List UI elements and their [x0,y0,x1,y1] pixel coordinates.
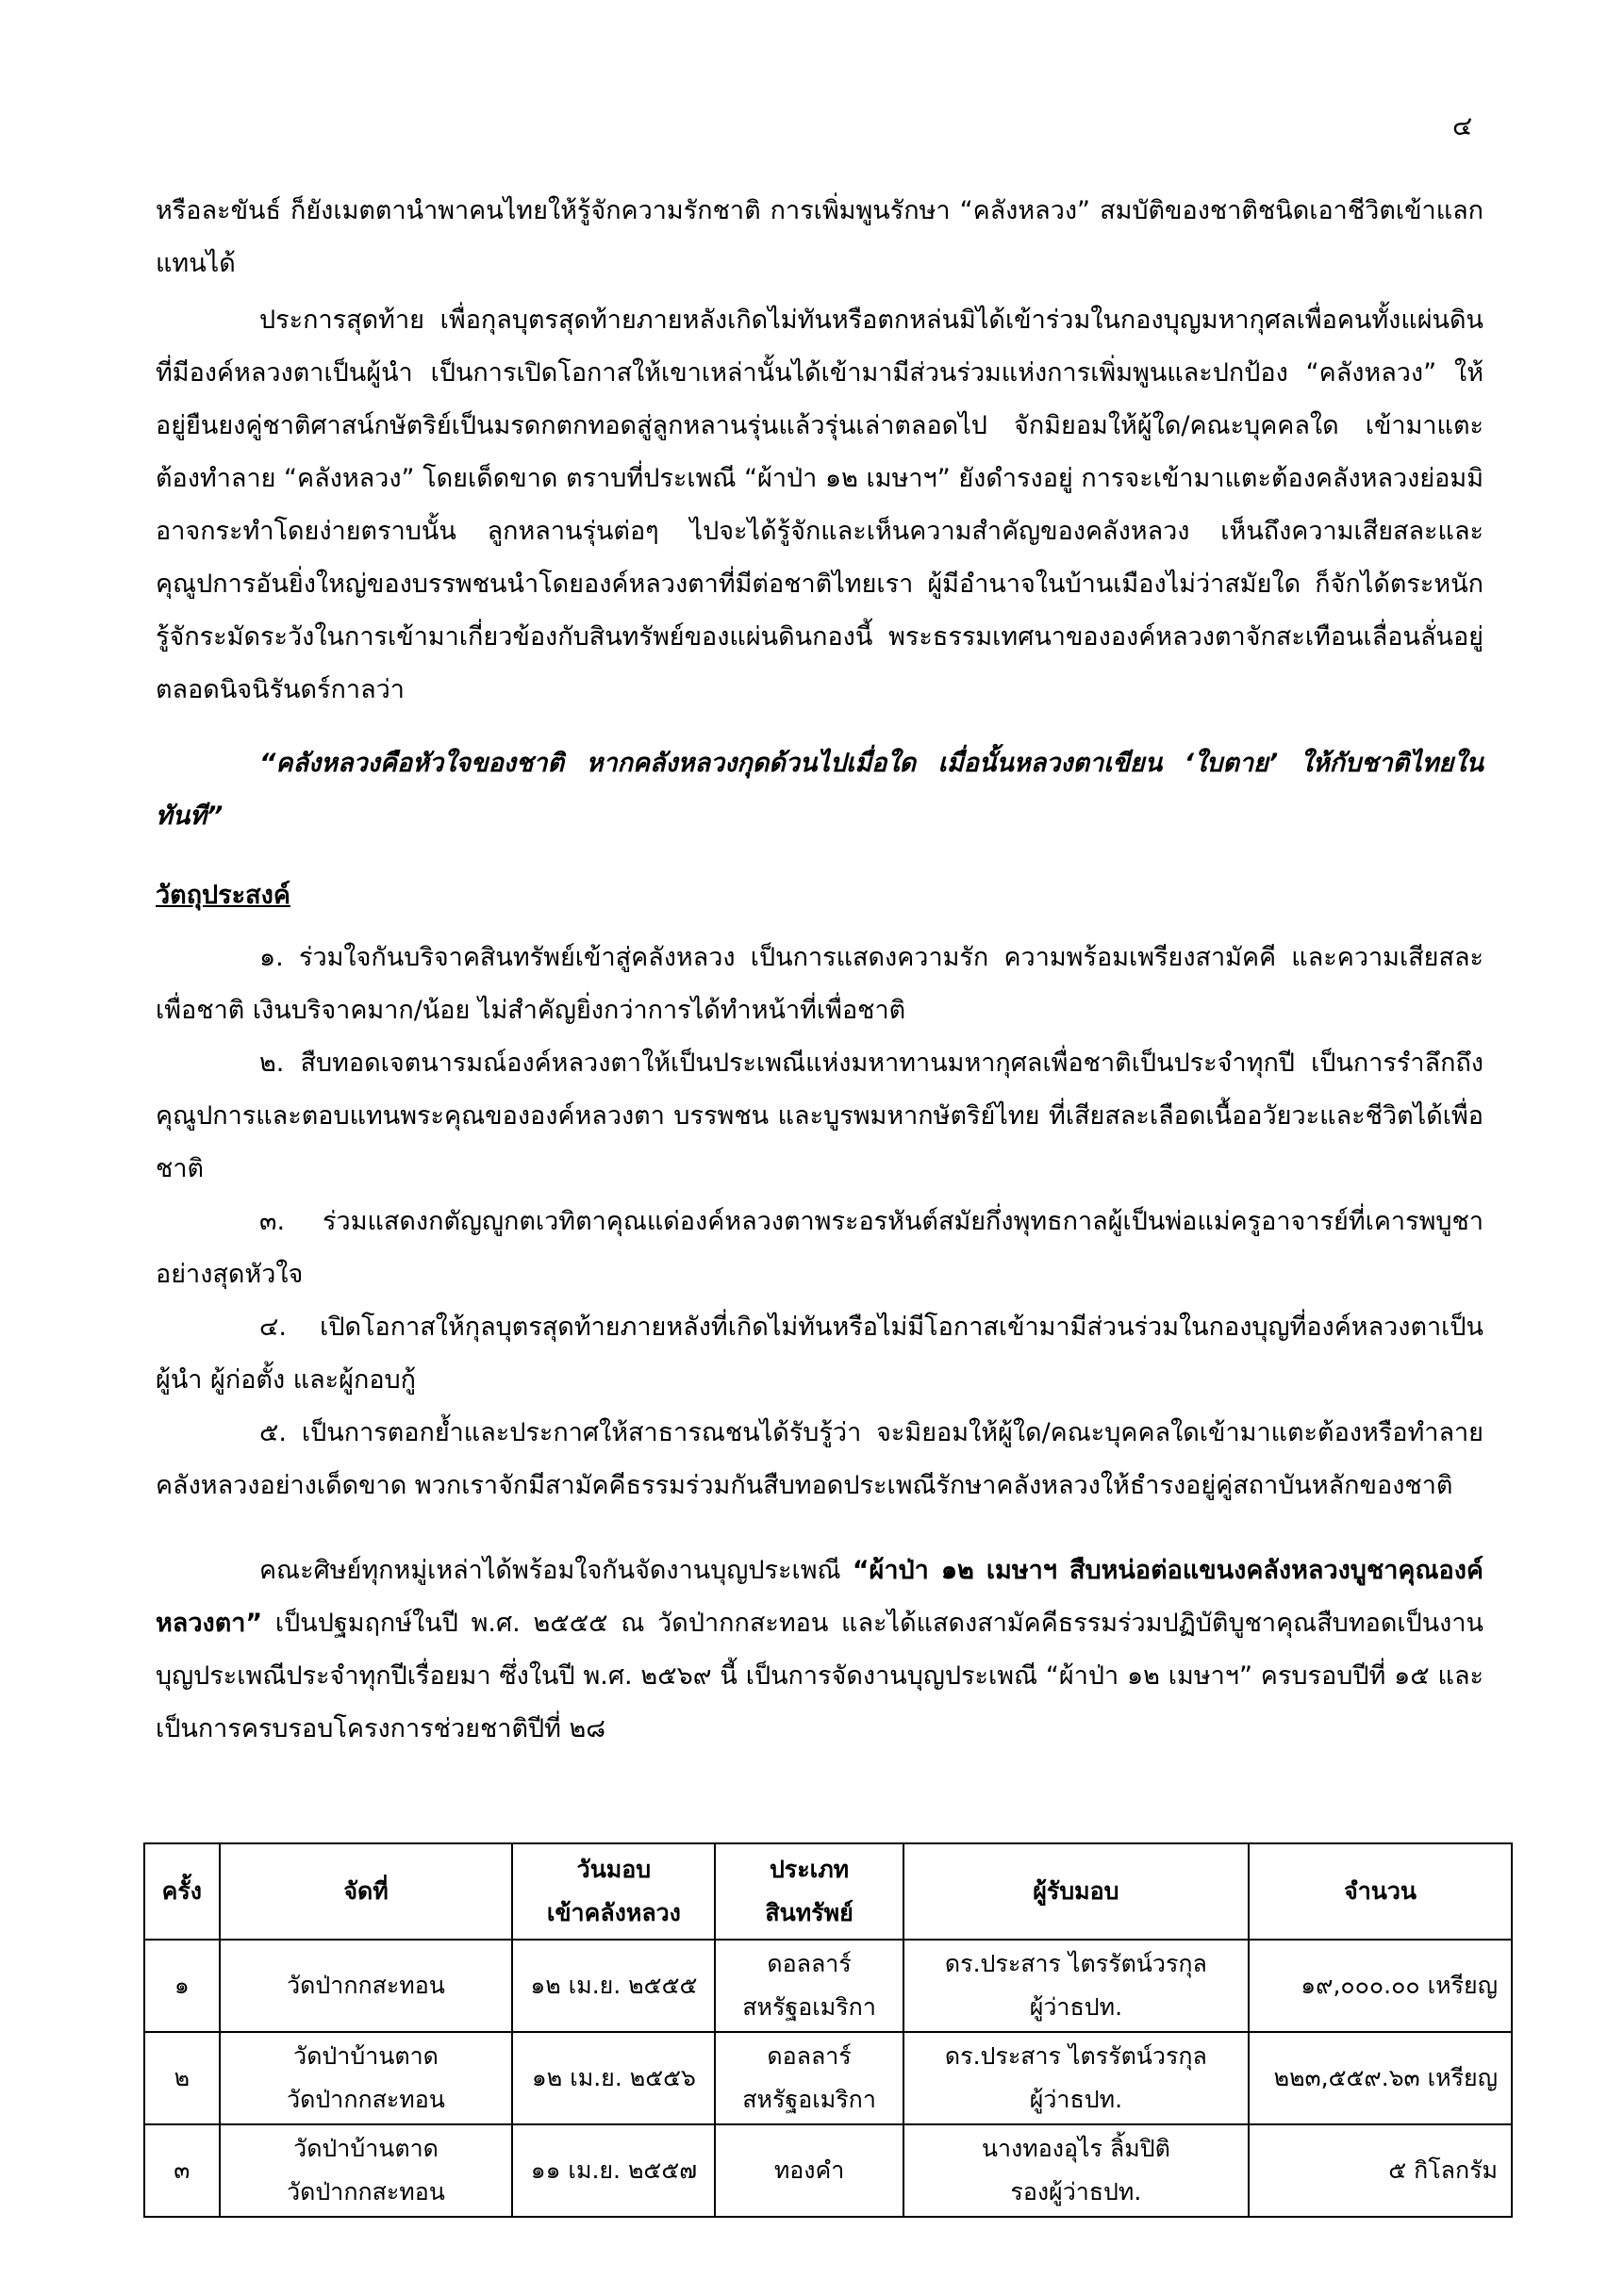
paragraph-final-reason: ประการสุดท้าย เพื่อกุลบุตรสุดท้ายภายหลังเกิดไม่ทันหรือตกหล่นมิได้เข้าร่วมในกองบุญมหากุศลเพื่อคนทั้งแผ่นดินที่มีองค์หลวงตาเป็นผู้นำ เป็นการเปิดโอกาสให้เขาเหล่านั้นได้เข้ามามีส่วนร่วมแห่งการเพิ่มพูนและปกป้อง “คลังหลวง” ให้อยู่ยืนยงคู่ชาติศาสน์กษัตริย์เป็นมรดกตกทอดสู่ลูกหลานรุ่นแล้วรุ่นเล่าตลอดไป จักมิยอมให้ผู้ใด/คณะบุคคลใด เข้ามาแตะต้องทำลาย “คลังหลวง” โดยเด็ดขาด ตราบที่ประเพณี “ผ้าป่า ๑๒ เมษาฯ” ยังดำรงอยู่ การจะเข้ามาแตะต้องคลังหลวงย่อมมิอาจกระทำโดยง่ายตราบนั้น ลูกหลานรุ่นต่อๆ ไปจะได้รู้จักและเห็นความสำคัญของคลังหลวง เห็นถึงความเสียสละและคุณูปการอันยิ่งใหญ่ของบรรพชนนำโดยองค์หลวงตาที่มีต่อชาติไทยเรา ผู้มีอำนาจในบ้านเมืองไม่ว่าสมัยใด ก็จักได้ตระหนักรู้จักระมัดระวังในการเข้ามาเกี่ยวข้องกับสินทรัพย์ของแผ่นดินกองนี้ พระธรรมเทศนาขององค์หลวงตาจักสะเทือนเลื่อนลั่นอยู่ตลอดนิจนิรันดร์กาลว่า [156,306,1483,704]
column-header: ประเภท สินทรัพย์ [715,1843,903,1940]
cell-type: ทองคำ [715,2124,903,2217]
table-header-row [144,1843,1512,1940]
cell-place: วัดป่าบ้านตาด วัดป่ากกสะทอน [220,2032,513,2124]
cell-date: ๑๑ เม.ย. ๒๕๕๗ [512,2124,715,2217]
cell-amount: ๑๙,๐๐๐.๐๐ เหรียญ [1249,1940,1512,2032]
table-row [144,2032,1512,2124]
document-body [156,185,1483,1756]
cell-receiver: นางทองอุไร ลิ้มปิติ รองผู้ว่าธปท. [903,2124,1249,2217]
objective-item: ๓. ร่วมแสดงกตัญญูกตเวทิตาคุณแด่องค์หลวงตาพระอรหันต์สมัยกึ่งพุทธกาลผู้เป็นพ่อแม่ครูอาจารย์ที่เคารพบูชาอย่างสุดหัวใจ [156,1207,1483,1289]
table-row [144,1940,1512,2032]
objective-item: ๑. ร่วมใจกันบริจาคสินทรัพย์เข้าสู่คลังหลวง เป็นการแสดงความรัก ความพร้อมเพรียงสามัคคี และความเสียสละเพื่อชาติ เงินบริจาคมาก/น้อย ไม่สำคัญยิ่งกว่าการได้ทำหน้าที่เพื่อชาติ [156,943,1483,1025]
closing-paragraph [156,1544,1483,1756]
objectives-heading: วัตถุประสงค์ [156,881,290,910]
paragraph-continued: หรือละขันธ์ ก็ยังเมตตานำพาคนไทยให้รู้จักความรักชาติ การเพิ่มพูนรักษา “คลังหลวง” สมบัติของชาติชนิดเอาชีวิตเข้าแลกแทนได้ [156,196,1483,278]
cell-amount: ๒๒๓,๕๕๙.๖๓ เหรียญ [1249,2032,1512,2124]
cell-place: วัดป่าบ้านตาด วัดป่ากกสะทอน [220,2124,513,2217]
cell-amount: ๕ กิโลกรัม [1249,2124,1512,2217]
objectives-list [156,932,1483,1512]
cell-date: ๑๒ เม.ย. ๒๕๕๕ [512,1940,715,2032]
cell-date: ๑๒ เม.ย. ๒๕๕๖ [512,2032,715,2124]
column-header: จัดที่ [220,1843,513,1940]
quote: “คลังหลวงคือหัวใจของชาติ หากคลังหลวงกุดด้วนไปเมื่อใด เมื่อนั้นหลวงตาเขียน ‘ใบตาย’ ให้กับชาติไทยในทันที” [156,749,1483,831]
column-header: ผู้รับมอบ [903,1843,1249,1940]
cell-no: ๓ [144,2124,220,2217]
donation-table [143,1842,1513,2218]
cell-type: ดอลลาร์ สหรัฐอเมริกา [715,1940,903,2032]
cell-no: ๑ [144,1940,220,2032]
cell-receiver: ดร.ประสาร ไตรรัตน์วรกุล ผู้ว่าธปท. [903,1940,1249,2032]
cell-no: ๒ [144,2032,220,2124]
closing-text: เป็นปฐมฤกษ์ในปี พ.ศ. ๒๕๕๕ ณ วัดป่ากกสะทอน และได้แสดงสามัคคีธรรมร่วมปฏิบัติบูชาคุณสืบทอดเป็นงานบุญประเพณีประจำทุกปีเรื่อยมา ซึ่งในปี พ.ศ. ๒๕๖๙ นี้ เป็นการจัดงานบุญประเพณี “ผ้าป่า ๑๒ เมษาฯ” ครบรอบปีที่ ๑๕ และเป็นการครบรอบโครงการช่วยชาติปีที่ ๒๘ [156,1609,1483,1743]
page-number: ๔ [1452,110,1473,141]
cell-type: ดอลลาร์ สหรัฐอเมริกา [715,2032,903,2124]
column-header: ครั้ง [144,1843,220,1940]
cell-receiver: ดร.ประสาร ไตรรัตน์วรกุล ผู้ว่าธปท. [903,2032,1249,2124]
column-header: จำนวน [1249,1843,1512,1940]
closing-text: คณะศิษย์ทุกหมู่เหล่าได้พร้อมใจกันจัดงานบุญประเพณี [259,1556,853,1585]
objective-item: ๕. เป็นการตอกย้ำและประกาศให้สาธารณชนได้รับรู้ว่า จะมิยอมให้ผู้ใด/คณะบุคคลใดเข้ามาแตะต้องหรือทำลายคลังหลวงอย่างเด็ดขาด พวกเราจักมีสามัคคีธรรมร่วมกันสืบทอดประเพณีรักษาคลังหลวงให้ธำรงอยู่คู่สถาบันหลักของชาติ [156,1418,1483,1500]
objective-item: ๒. สืบทอดเจตนารมณ์องค์หลวงตาให้เป็นประเพณีแห่งมหาทานมหากุศลเพื่อชาติเป็นประจำทุกปี เป็นการรำลึกถึงคุณูปการและตอบแทนพระคุณขององค์หลวงตา บรรพชน และบูรพมหากษัตริย์ไทย ที่เสียสละเลือดเนื้ออวัยวะและชีวิตได้เพื่อชาติ [156,1049,1483,1183]
table-row [144,2124,1512,2217]
column-header: วันมอบ เข้าคลังหลวง [512,1843,715,1940]
objective-item: ๔. เปิดโอกาสให้กุลบุตรสุดท้ายภายหลังที่เกิดไม่ทันหรือไม่มีโอกาสเข้ามามีส่วนร่วมในกองบุญที่องค์หลวงตาเป็นผู้นำ ผู้ก่อตั้ง และผู้กอบกู้ [156,1313,1483,1395]
event-name: “ผ้าป่า ๑๒ เมษาฯ สืบหน่อต่อแขนงคลังหลวงบูชาคุณองค์หลวงตา” [156,1556,1483,1638]
cell-place: วัดป่ากกสะทอน [220,1940,513,2032]
